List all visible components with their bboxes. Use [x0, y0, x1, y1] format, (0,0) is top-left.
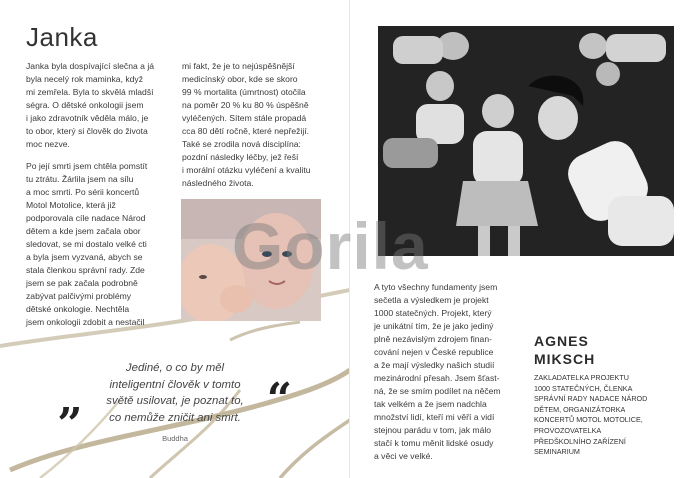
text-column-2 [182, 60, 332, 199]
watermark-text: Gorila [232, 209, 429, 283]
page-title: Janka [26, 22, 98, 52]
quote-author: Buddha [162, 434, 188, 443]
text-column-1 [26, 60, 166, 338]
paragraph: A tyto všechny fundamenty jsem sečetla a výsledkem je projekt 1000 statečných. Projekt, který je unikátní tím, že je jako jediný plně nezávislým zdrojem finan- cování nejen v České republice a že mají výsledky našich studií mezinárodní přesah. Jsem šťast- ná, že se smím podílet na něčem tak velkém a že jsem nadchla množství lidí, kteří mi věří a vidí stejnou parádu v tom, jak málo stačí k tomu měnit lidské osudy a věci ve velké. [374, 282, 501, 461]
paragraph: Janka byla dospívající slečna a já byla necelý rok maminka, když mi zemřela. Byla to skvělá mladší ségra. O dětské onkologii jsem i jako zdravotník věděla málo, je to obor, který si člověk do života moc nezve. [26, 61, 155, 149]
author-role: ZAKLADATELKA PROJEKTU 1000 STATEČNÝCH, ČLENKA SPRÁVNÍ RADY NADACE NÁROD DĚTEM, ORGANIZÁTORKA KONCERTŮ MOTOL MOTOLICE, PROVOZOVATELKA PŘEDŠKOLNÍHO ZAŘÍZENÍ SEMINARIUM [534, 373, 648, 457]
author-name: AGNES MIKSCH [534, 333, 596, 367]
opening-quote-mark: „ [58, 374, 84, 425]
quote-block [52, 360, 298, 443]
text-column-3 [374, 281, 522, 472]
paragraph: Po její smrti jsem chtěla pomstít tu ztrátu. Žárlila jsem na sílu a moc smrti. Po sérii koncertů Motol Motolice, která již podporovala cíle nadace Národ dětem a kde jsem začala obor sledovat, se mi dostalo velké cti a byla jsem vyzvaná, abych se stala členkou správní rady. Zde jsem se pak začala podrobně zabývat palčivými problémy dětské onkologie. Nechtěla jsem onkologii zdobit a nestačil [26, 161, 148, 327]
paragraph: mi fakt, že je to nejúspěšnější medicínský obor, kde se skoro 99 % mortalita (úmrtnost) otočila na poměr 20 % ku 80 % úspěšně vyléčených. Sítem stále propadá cca 80 dětí ročně, které nepřežijí. Také se zrodila nová disciplína: pozdní následky léčby, jež řeší i morální otázku vyléčení a kvalitu následného života. [182, 61, 311, 188]
closing-quote-mark: “ [266, 374, 292, 425]
quote-text: Jediné, o co by měl inteligentní člověk v tomto světě usilovat, je poznat to, co nemůže zničit ani smrt. [106, 362, 244, 424]
